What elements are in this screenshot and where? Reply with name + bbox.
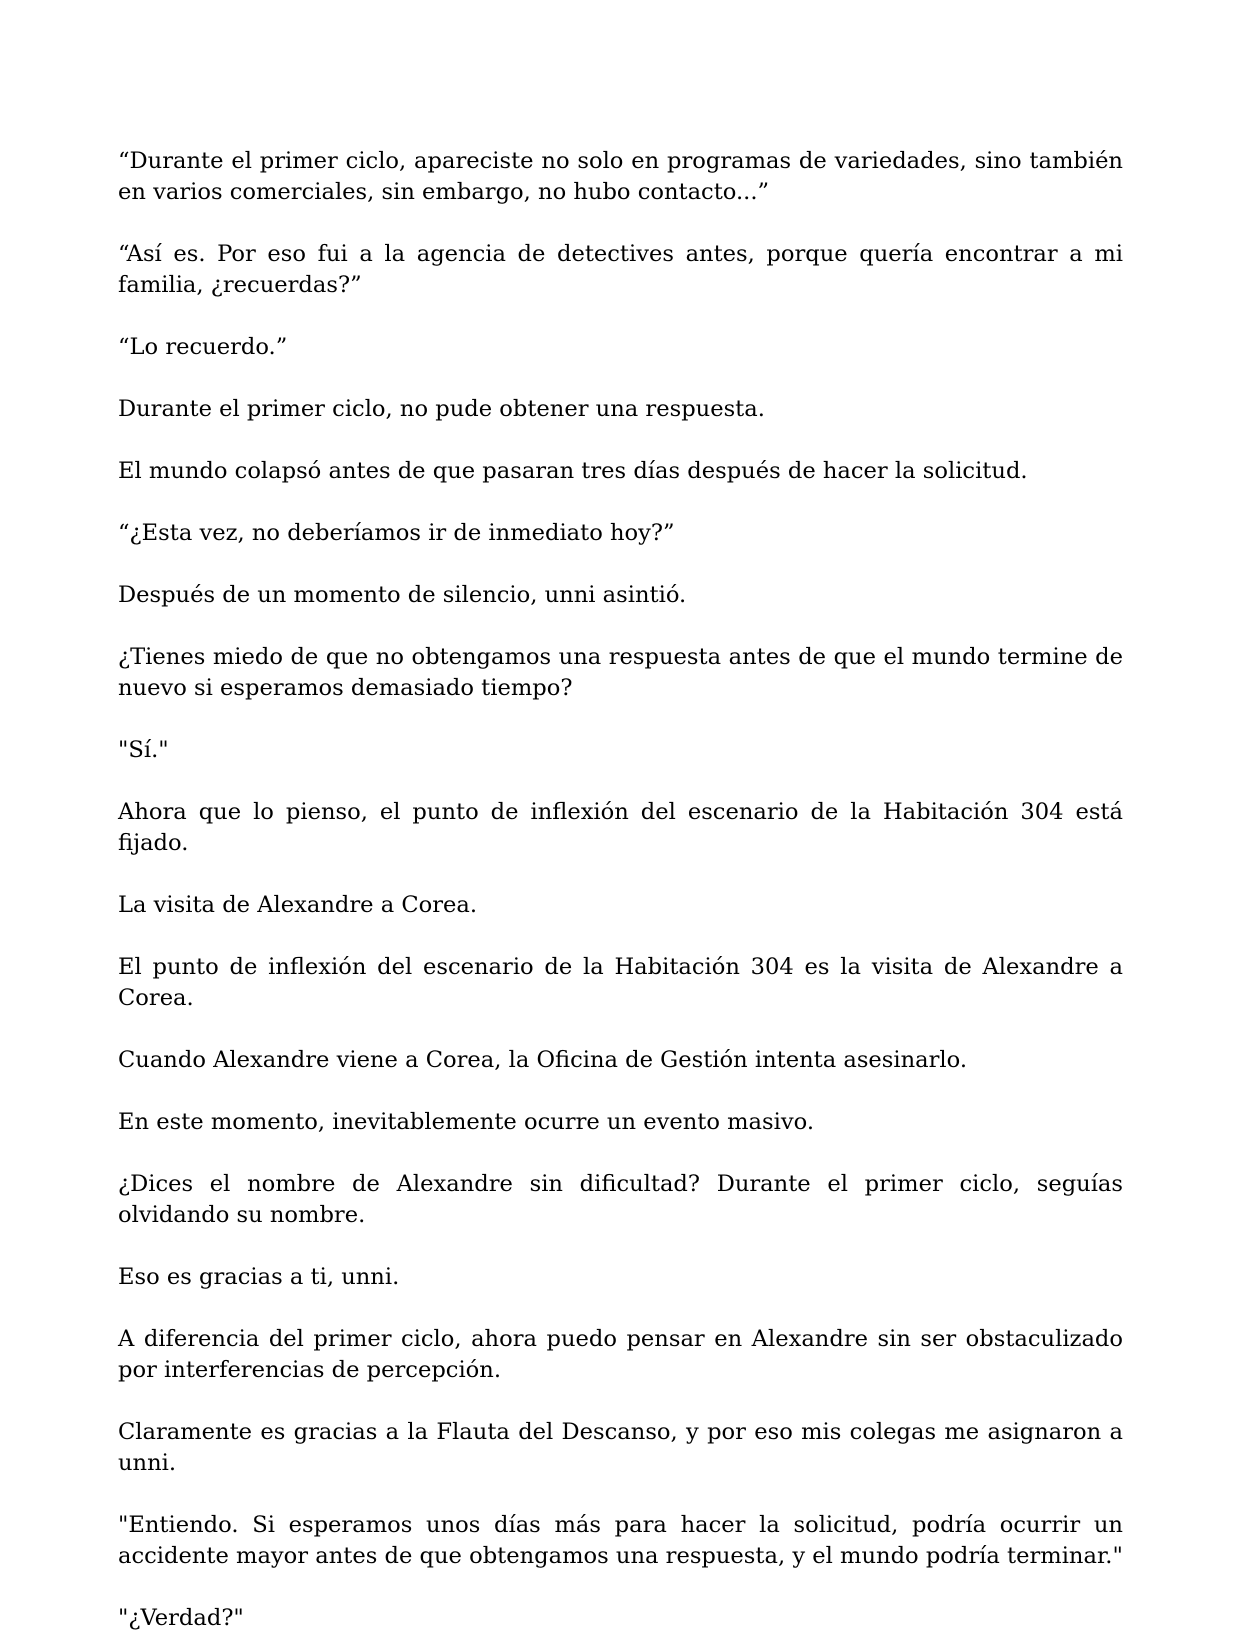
paragraph: Claramente es gracias a la Flauta del Descanso, y por eso mis colegas me asignaron a unni.: [118, 1419, 1123, 1476]
document-page: [118, 146, 1123, 1634]
paragraph: Después de un momento de silencio, unni asintió.: [118, 582, 687, 608]
paragraph: El punto de inflexión del escenario de la Habitación 304 es la visita de Alexandre a Corea.: [118, 954, 1123, 1011]
paragraph: “Durante el primer ciclo, apareciste no solo en programas de variedades, sino también en varios comerciales, sin embargo, no hubo contacto...”: [118, 148, 1123, 205]
paragraph: El mundo colapsó antes de que pasaran tres días después de hacer la solicitud.: [118, 458, 1028, 484]
paragraph: "¿Verdad?": [118, 1605, 244, 1631]
paragraph: Ahora que lo pienso, el punto de inflexión del escenario de la Habitación 304 está fijado.: [118, 799, 1123, 856]
paragraph: Cuando Alexandre viene a Corea, la Oficina de Gestión intenta asesinarlo.: [118, 1047, 968, 1073]
paragraph: “Lo recuerdo.”: [118, 334, 288, 360]
paragraph: La visita de Alexandre a Corea.: [118, 892, 478, 918]
paragraph: "Entiendo. Si esperamos unos días más para hacer la solicitud, podría ocurrir un accidente mayor antes de que obtengamos una respuesta, y el mundo podría terminar.": [118, 1512, 1123, 1569]
paragraph: "Sí.": [118, 737, 169, 763]
paragraph: “Así es. Por eso fui a la agencia de detectives antes, porque quería encontrar a mi familia, ¿recuerdas?”: [118, 241, 1123, 298]
paragraph: A diferencia del primer ciclo, ahora puedo pensar en Alexandre sin ser obstaculizado por interferencias de percepción.: [118, 1326, 1123, 1383]
paragraph: Durante el primer ciclo, no pude obtener una respuesta.: [118, 396, 765, 422]
paragraph: Eso es gracias a ti, unni.: [118, 1264, 400, 1290]
paragraph: ¿Dices el nombre de Alexandre sin dificultad? Durante el primer ciclo, seguías olvidando su nombre.: [118, 1171, 1123, 1228]
paragraph: En este momento, inevitablemente ocurre un evento masivo.: [118, 1109, 815, 1135]
paragraph: ¿Tienes miedo de que no obtengamos una respuesta antes de que el mundo termine de nuevo si esperamos demasiado tiempo?: [118, 644, 1123, 701]
paragraph: “¿Esta vez, no deberíamos ir de inmediato hoy?”: [118, 520, 675, 546]
